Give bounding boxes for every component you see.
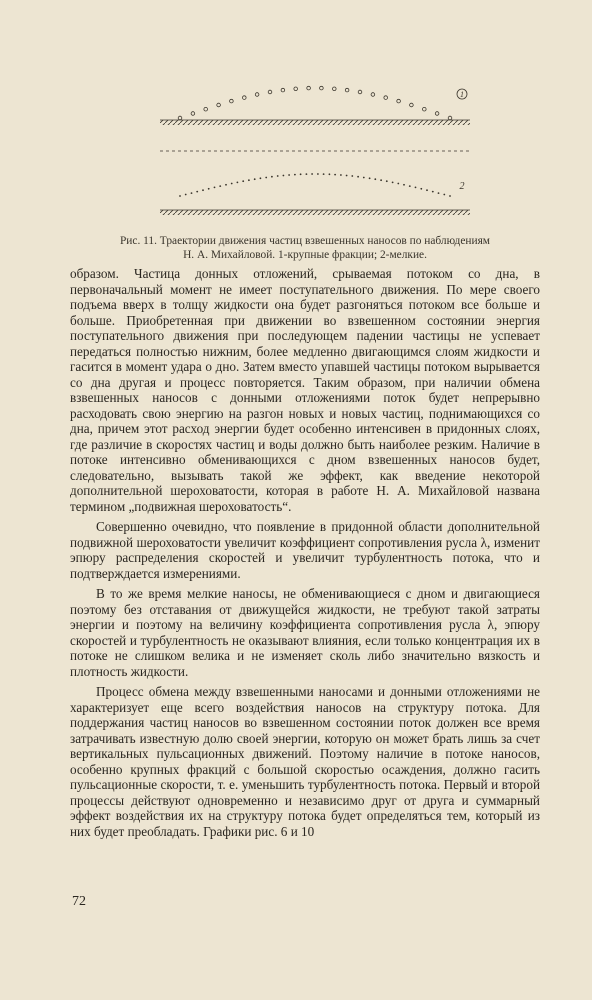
fine-particle — [438, 192, 440, 194]
fine-particle — [340, 174, 342, 176]
fine-particle — [426, 189, 428, 191]
fine-particle — [208, 188, 210, 190]
paragraph-4: Процесс обмена между взвешенными наносами и донными отложениями не характеризует еще всего воздействия наносов на структуру потока. Для поддержания частиц наносов во взвешенном состоянии поток должен все время затрачивать известную долю своей энергии, которую он может брать лишь за счет вертикальных пульсационных движений. Поэтому наличие в потоке наносов, особенно крупных фракций с большой скоростью осаждения, должно гасить пульсационные скорости, т. е. уменьшить турбулентность потока. Первый и второй процессы действуют одновременно и независимо друг от друга и суммарный эффект воздействия их на структуру потока будет определяться тем, который из них будет преобладать. Графики рис. 6 и 10 — [70, 684, 540, 839]
fine-particle — [323, 173, 325, 175]
fine-particle — [380, 179, 382, 181]
bed-line-lower — [160, 210, 470, 215]
paragraph-2: Совершенно очевидно, что появление в придонной области дополнительной подвижной шероховатости увеличит коэффициент сопротивления русла λ, изменит эпюру распределения скоростей и увеличит турбулентность потока, что и подтверждается измерениями. — [70, 519, 540, 581]
fine-trajectory — [179, 173, 451, 197]
fine-particle — [219, 185, 221, 187]
fine-particle — [386, 180, 388, 182]
paragraph-1: образом. Частица донных отложений, срываемая потоком со дна, в первоначальный момент не имеет поступательного движения. По мере своего подъема вверх в толщу жидкости она будет разгоняться потоком все больше и больше. Приобретенная при движении во взвешенном состоянии энергия поступательного движения при последующем падении частицы не успевает передаться полностью нижним, более медленно двигающимся слоям жидкости и гасится в момент удара о дно. Затем вместо упавшей частицы потоком вырывается со дна другая и процесс повторяется. Таким образом, при наличии обмена взвешенных наносов с донными отложениями поток будет непрерывно расходовать свою энергию на разгон новых и новых частиц, поднимающихся со дна, причем этот расход энергии будет особенно интенсивен в придонных слоях, где различие в скоростях частиц и воды должно быть наиболее резким. Наличие в потоке интенсивно обменивающихся с дном взвешенных наносов будет, следовательно, вызывать такой же эффект, как введение некоторой дополнительной шероховатости, которая в работе Н. А. Михайловой названа термином „подвижная шероховатость“. — [70, 266, 540, 514]
bed-line-upper — [160, 120, 470, 125]
fine-particle — [231, 183, 233, 185]
fine-particle — [432, 191, 434, 193]
coarse-particle — [410, 103, 414, 107]
fine-particle — [237, 182, 239, 184]
fine-particle — [351, 175, 353, 177]
fine-particle — [214, 187, 216, 189]
coarse-particle — [371, 93, 375, 97]
fine-particle — [449, 195, 451, 197]
coarse-particle — [281, 88, 285, 92]
fine-particle — [415, 187, 417, 189]
coarse-particle — [255, 93, 259, 97]
coarse-trajectory — [178, 86, 452, 120]
fine-particle — [179, 195, 181, 197]
fine-particle — [202, 189, 204, 191]
fine-particle — [242, 180, 244, 182]
figure-marker-1: 1 — [460, 90, 464, 99]
fine-particle — [196, 191, 198, 193]
fine-particle — [191, 192, 193, 194]
coarse-particle — [230, 99, 234, 103]
fine-particle — [294, 174, 296, 176]
fine-particle — [288, 174, 290, 176]
caption-line-2: Н. А. Михайловой. 1-крупные фракции; 2-мелкие. — [183, 249, 427, 261]
figure-marker-2: 2 — [459, 181, 465, 192]
coarse-particle — [435, 112, 439, 116]
fine-particle — [225, 184, 227, 186]
fine-particle — [283, 175, 285, 177]
coarse-particle — [294, 87, 298, 91]
fine-particle — [300, 173, 302, 175]
fine-particle — [248, 179, 250, 181]
fine-particle — [357, 176, 359, 178]
fine-particle — [311, 173, 313, 175]
fine-particle — [317, 173, 319, 175]
coarse-particle — [384, 96, 388, 100]
fine-particle — [420, 188, 422, 190]
coarse-particle — [307, 86, 311, 90]
fine-particle — [346, 175, 348, 177]
particle-trajectory-figure — [150, 58, 480, 228]
coarse-particle — [320, 86, 324, 90]
fine-particle — [334, 174, 336, 176]
coarse-particle — [397, 99, 401, 103]
fine-particle — [329, 173, 331, 175]
coarse-particle — [268, 90, 272, 94]
fine-particle — [277, 175, 279, 177]
fine-particle — [443, 194, 445, 196]
fine-particle — [254, 178, 256, 180]
fine-particle — [271, 176, 273, 178]
coarse-particle — [333, 87, 337, 91]
fine-particle — [185, 194, 187, 196]
fine-particle — [369, 177, 371, 179]
caption-line-1: Рис. 11. Траектории движения частиц взвешенных наносов по наблюдениям — [119, 235, 491, 247]
fine-particle — [409, 185, 411, 187]
coarse-particle — [191, 112, 195, 116]
coarse-particle — [204, 107, 208, 111]
fine-particle — [392, 182, 394, 184]
fine-particle — [260, 177, 262, 179]
coarse-particle — [423, 107, 427, 111]
fine-particle — [374, 178, 376, 180]
coarse-particle — [448, 116, 452, 120]
coarse-particle — [217, 103, 221, 107]
fine-particle — [397, 183, 399, 185]
coarse-particle — [243, 96, 247, 100]
fine-particle — [403, 184, 405, 186]
coarse-particle — [345, 88, 349, 92]
figure-caption — [70, 234, 540, 262]
fine-particle — [363, 177, 365, 179]
fine-particle — [306, 173, 308, 175]
page-number: 72 — [72, 894, 86, 909]
body-text — [70, 266, 540, 844]
paragraph-3: В то же время мелкие наносы, не обменивающиеся с дном и двигающиеся поэтому без отставания от движущейся жидкости, не требуют такой затраты энергии и поэтому на величину коэффициента сопротивления русла λ, эпюру скоростей и турбулентность не оказывают влияния, если только концентрация их в потоке не слишком велика и не изменяет сколь либо значительно вязкость и плотность жидкости. — [70, 586, 540, 679]
coarse-particle — [178, 116, 182, 120]
fine-particle — [265, 177, 267, 179]
coarse-particle — [358, 90, 362, 94]
